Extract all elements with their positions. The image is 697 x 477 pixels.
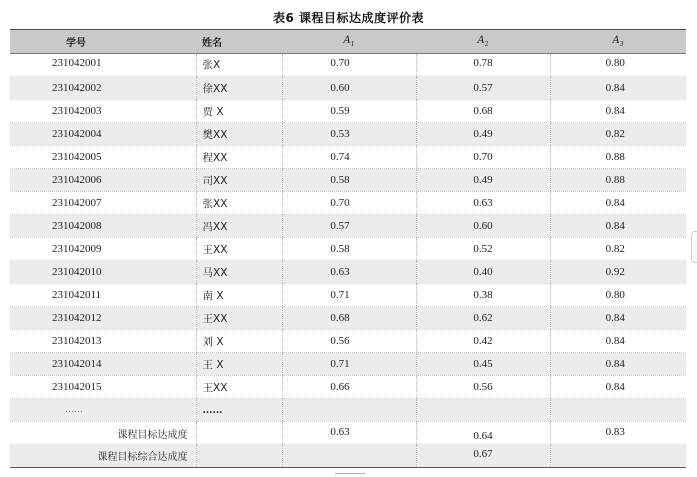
a1-cell: 0.59	[282, 100, 416, 123]
bottom-page-marker	[335, 473, 365, 477]
student-name-cell: 王XX	[196, 238, 282, 261]
a2-cell: 0.68	[416, 100, 550, 123]
table-row	[10, 261, 686, 284]
empty-cell	[550, 399, 686, 422]
empty-cell	[282, 445, 416, 468]
student-name-cell: 马XX	[196, 261, 282, 284]
a2-cell: 0.62	[416, 307, 550, 330]
table-row	[10, 77, 686, 100]
a3-cell: 0.84	[550, 192, 686, 215]
a1-cell: 0.58	[282, 238, 416, 261]
a3-cell: 0.84	[550, 376, 686, 399]
header-a1: $A_1$	[282, 30, 416, 54]
table-row	[10, 100, 686, 123]
course-goal-label: 课程目标达成度	[10, 422, 196, 445]
student-id-cell: 231042007	[10, 192, 196, 215]
table-row	[10, 146, 686, 169]
student-name-cell: 张XX	[196, 192, 282, 215]
a2-cell: 0.70	[416, 146, 550, 169]
a3-cell: 0.82	[550, 238, 686, 261]
student-name-cell: 张X	[196, 54, 282, 77]
a2-cell: 0.42	[416, 330, 550, 353]
header-student-id: 学号	[10, 30, 196, 54]
table-title: 表6 课程目标达成度评价表	[272, 11, 425, 25]
a2-cell: 0.78	[416, 54, 550, 77]
a3-cell: 0.84	[550, 353, 686, 376]
evaluation-table	[10, 29, 686, 468]
a3-cell: 0.80	[550, 54, 686, 77]
a2-cell: 0.63	[416, 192, 550, 215]
a1-cell: 0.71	[282, 284, 416, 307]
a3-cell: 0.84	[550, 215, 686, 238]
a3-cell: 0.92	[550, 261, 686, 284]
a2-cell: 0.40	[416, 261, 550, 284]
empty-cell	[550, 445, 686, 468]
empty-cell	[196, 445, 282, 468]
a1-cell: 0.66	[282, 376, 416, 399]
a1-cell: 0.70	[282, 54, 416, 77]
table-row	[10, 169, 686, 192]
student-id-cell: 231042013	[10, 330, 196, 353]
table-row	[10, 284, 686, 307]
student-id-cell: 231042009	[10, 238, 196, 261]
a1-cell: 0.71	[282, 353, 416, 376]
a3-cell: 0.84	[550, 330, 686, 353]
table-row	[10, 123, 686, 146]
a1-cell: 0.58	[282, 169, 416, 192]
a2-cell: 0.49	[416, 123, 550, 146]
student-id-cell: 231042003	[10, 100, 196, 123]
a1-cell: 0.68	[282, 307, 416, 330]
student-id-cell: 231042002	[10, 77, 196, 100]
ellipsis-name-cell: ……	[196, 399, 282, 422]
a3-cell: 0.88	[550, 146, 686, 169]
ellipsis-id-cell: ……	[10, 399, 196, 422]
student-id-cell: 231042011	[10, 284, 196, 307]
header-a2: $A_2$	[416, 30, 550, 54]
student-name-cell: 冯XX	[196, 215, 282, 238]
course-goal-a1: 0.63	[282, 422, 416, 445]
student-name-cell: 徐XX	[196, 77, 282, 100]
empty-cell	[416, 399, 550, 422]
a1-cell: 0.60	[282, 77, 416, 100]
a2-cell: 0.56	[416, 376, 550, 399]
student-id-cell: 231042015	[10, 376, 196, 399]
student-name-cell: 贾 X	[196, 100, 282, 123]
course-goal-a3: 0.83	[550, 422, 686, 445]
student-name-cell: 樊XX	[196, 123, 282, 146]
a1-cell: 0.56	[282, 330, 416, 353]
a2-cell: 0.49	[416, 169, 550, 192]
table-row	[10, 376, 686, 399]
student-id-cell: 231042001	[10, 54, 196, 77]
student-id-cell: 231042006	[10, 169, 196, 192]
student-id-cell: 231042008	[10, 215, 196, 238]
a3-cell: 0.84	[550, 307, 686, 330]
header-name: 姓名	[196, 30, 282, 54]
student-name-cell: 王XX	[196, 307, 282, 330]
a1-cell: 0.53	[282, 123, 416, 146]
course-goal-a2: 0.64	[416, 422, 550, 445]
table-body	[10, 54, 686, 468]
empty-cell	[282, 399, 416, 422]
overall-goal-label: 课程目标综合达成度	[10, 445, 196, 468]
a3-cell: 0.88	[550, 169, 686, 192]
a3-cell: 0.80	[550, 284, 686, 307]
student-id-cell: 231042012	[10, 307, 196, 330]
table-row	[10, 215, 686, 238]
a2-cell: 0.45	[416, 353, 550, 376]
a3-cell: 0.84	[550, 77, 686, 100]
table-row	[10, 353, 686, 376]
student-name-cell: 王 X	[196, 353, 282, 376]
table-row	[10, 192, 686, 215]
student-name-cell: 王XX	[196, 376, 282, 399]
a3-cell: 0.84	[550, 100, 686, 123]
student-id-cell: 231042005	[10, 146, 196, 169]
a3-cell: 0.82	[550, 123, 686, 146]
side-scroll-handle[interactable]	[691, 231, 697, 263]
a2-cell: 0.57	[416, 77, 550, 100]
a1-cell: 0.70	[282, 192, 416, 215]
table-header	[10, 30, 686, 54]
overall-goal-value: 0.67	[416, 445, 550, 468]
student-id-cell: 231042010	[10, 261, 196, 284]
overall-goal-row	[10, 445, 686, 468]
empty-cell	[196, 422, 282, 445]
student-name-cell: 刘 X	[196, 330, 282, 353]
ellipsis-row	[10, 399, 686, 422]
a2-cell: 0.38	[416, 284, 550, 307]
a1-cell: 0.63	[282, 261, 416, 284]
a2-cell: 0.60	[416, 215, 550, 238]
table-row	[10, 238, 686, 261]
student-name-cell: 司XX	[196, 169, 282, 192]
a2-cell: 0.52	[416, 238, 550, 261]
table-row	[10, 307, 686, 330]
student-name-cell: 南 X	[196, 284, 282, 307]
course-goal-row	[10, 422, 686, 445]
student-id-cell: 231042004	[10, 123, 196, 146]
a1-cell: 0.57	[282, 215, 416, 238]
student-name-cell: 程XX	[196, 146, 282, 169]
a1-cell: 0.74	[282, 146, 416, 169]
table-row	[10, 54, 686, 77]
header-a3: $A_3$	[550, 30, 686, 54]
student-id-cell: 231042014	[10, 353, 196, 376]
table-row	[10, 330, 686, 353]
